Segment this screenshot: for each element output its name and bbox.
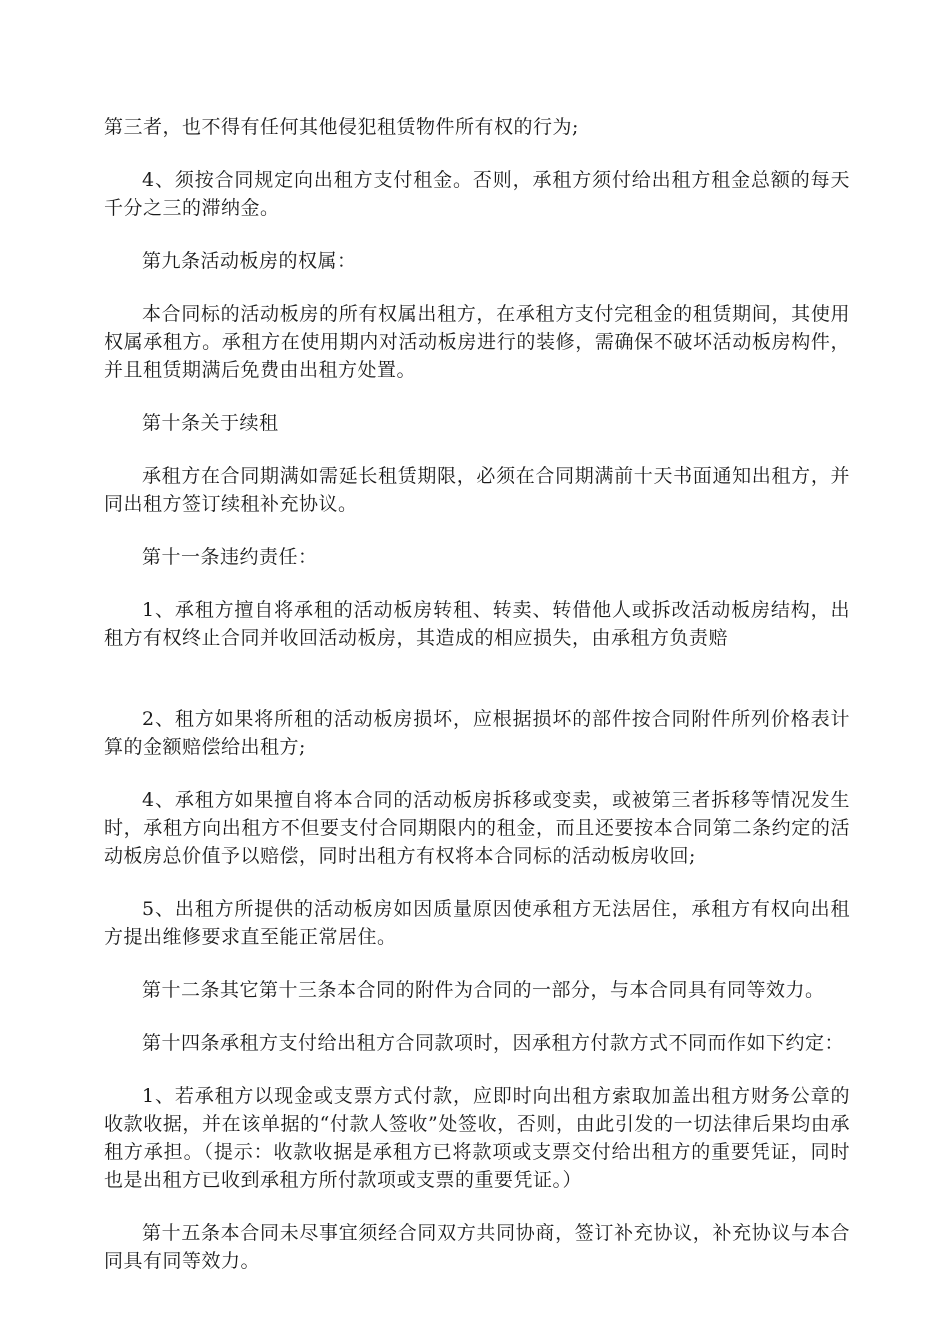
- paragraph-payment-1: 1、若承租方以现金或支票方式付款，应即时向出租方索取加盖出租方财务公章的收款收据，并在该单据的“付款人签收”处签收，否则，由此引发的一切法律后果均由承租方承担。（提示：收款收据是承租方已将款项或支票交付给出租方的重要凭证，同时也是出租方已收到承租方所付款项或支票的重要凭证。）: [104, 1085, 850, 1191]
- paragraph-breach-5: 5、出租方所提供的活动板房如因质量原因使承租方无法居住，承租方有权向出租方提出维修要求直至能正常居住。: [104, 898, 850, 948]
- paragraph-ownership: 本合同标的活动板房的所有权属出租方，在承租方支付完租金的租赁期间，其使用权属承租方。承租方在使用期内对活动板房进行的装修，需确保不破坏活动板房构件，并且租赁期满后免费由出租方处置。: [104, 303, 850, 381]
- heading-article-15: 第十五条本合同未尽事宜须经合同双方共同协商，签订补充协议，补充协议与本合同具有同等效力。: [104, 1222, 850, 1272]
- heading-article-9: 第九条活动板房的权属：: [142, 250, 357, 272]
- heading-article-11: 第十一条违约责任：: [142, 546, 318, 568]
- document-body: [104, 113, 850, 1300]
- paragraph-breach-2: 2、租方如果将所租的活动板房损坏，应根据损坏的部件按合同附件所列价格表计算的金额赔偿给出租方;: [104, 708, 850, 758]
- heading-article-14: 第十四条承租方支付给出租方合同款项时，因承租方付款方式不同而作如下约定：: [142, 1032, 845, 1054]
- paragraph-renewal: 承租方在合同期满如需延长租赁期限，必须在合同期满前十天书面通知出租方，并同出租方签订续租补充协议。: [104, 465, 850, 515]
- paragraph-breach-4: 4、承租方如果擅自将本合同的活动板房拆移或变卖，或被第三者拆移等情况发生时，承租方向出租方不但要支付合同期限内的租金，而且还要按本合同第二条约定的活动板房总价值予以赔偿，同时出租方有权将本合同标的活动板房收回;: [104, 789, 850, 867]
- paragraph-clause-4-rent-payment: 4、须按合同规定向出租方支付租金。否则，承租方须付给出租方租金总额的每天千分之三的滞纳金。: [104, 169, 850, 219]
- heading-article-10: 第十条关于续租: [142, 412, 279, 434]
- heading-article-12-13: 第十二条其它第十三条本合同的附件为合同的一部分，与本合同具有同等效力。: [142, 979, 825, 1001]
- paragraph-breach-1: 1、承租方擅自将承租的活动板房转租、转卖、转借他人或拆改活动板房结构，出租方有权终止合同并收回活动板房，其造成的相应损失，由承租方负责赔: [104, 599, 850, 649]
- paragraph-continuation: 第三者，也不得有任何其他侵犯租赁物件所有权的行为;: [104, 116, 579, 138]
